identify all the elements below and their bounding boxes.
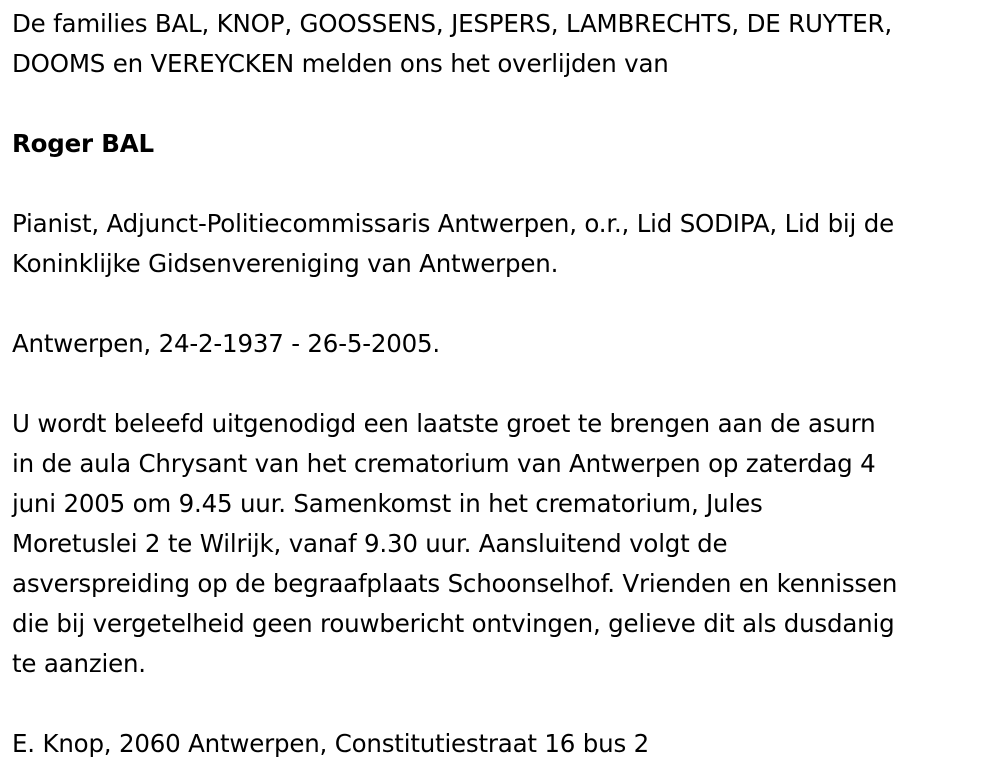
titles-line: Pianist, Adjunct-Politiecommissaris Antwerpen, o.r., Lid SODIPA, Lid bij de xyxy=(12,209,894,238)
paragraph-spacer xyxy=(12,84,996,124)
invitation-line: juni 2005 om 9.45 uur. Samenkomst in het crematorium, Jules xyxy=(12,489,763,518)
life-dates: Antwerpen, 24-2-1937 - 26-5-2005. xyxy=(12,329,440,358)
contact-paragraph xyxy=(12,724,996,764)
deceased-name-paragraph xyxy=(12,124,996,164)
titles-paragraph xyxy=(12,204,996,284)
invitation-line: asverspreiding op de begraafplaats Schoonselhof. Vrienden en kennissen xyxy=(12,569,898,598)
intro-paragraph xyxy=(12,4,996,84)
dates-paragraph xyxy=(12,324,996,364)
titles-line: Koninklijke Gidsenvereniging van Antwerpen. xyxy=(12,249,559,278)
invitation-line: te aanzien. xyxy=(12,649,146,678)
invitation-line: die bij vergetelheid geen rouwbericht ontvingen, gelieve dit als dusdanig xyxy=(12,609,895,638)
invitation-paragraph xyxy=(12,404,996,684)
contact-address: E. Knop, 2060 Antwerpen, Constitutiestraat 16 bus 2 xyxy=(12,729,649,758)
obituary-notice xyxy=(12,4,996,764)
invitation-line: in de aula Chrysant van het crematorium van Antwerpen op zaterdag 4 xyxy=(12,449,876,478)
invitation-line: Moretuslei 2 te Wilrijk, vanaf 9.30 uur. Aansluitend volgt de xyxy=(12,529,728,558)
invitation-line: U wordt beleefd uitgenodigd een laatste groet te brengen aan de asurn xyxy=(12,409,876,438)
paragraph-spacer xyxy=(12,164,996,204)
paragraph-spacer xyxy=(12,684,996,724)
intro-line: De families BAL, KNOP, GOOSSENS, JESPERS, LAMBRECHTS, DE RUYTER, xyxy=(12,9,892,38)
deceased-name: Roger BAL xyxy=(12,129,154,158)
intro-line: DOOMS en VEREYCKEN melden ons het overlijden van xyxy=(12,49,669,78)
paragraph-spacer xyxy=(12,364,996,404)
paragraph-spacer xyxy=(12,284,996,324)
